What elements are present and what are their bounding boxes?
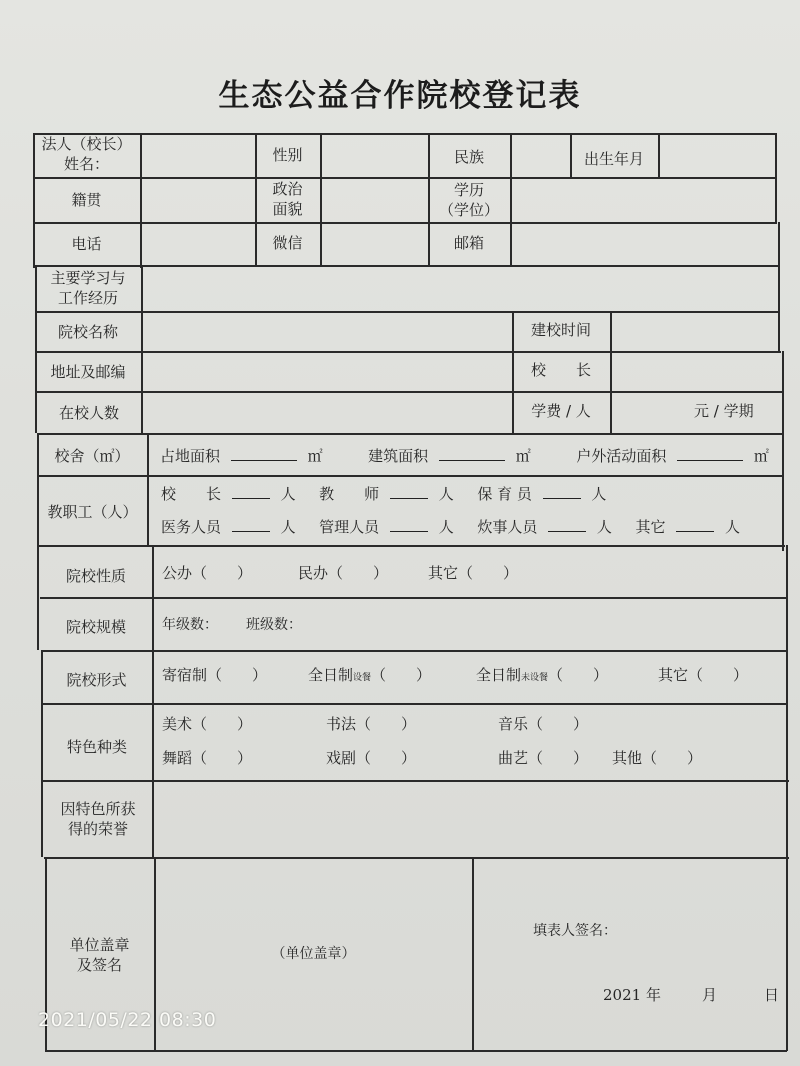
honors-label-line2: 得的荣誉: [67, 820, 128, 838]
building-area-label: 建筑面积: [368, 447, 429, 465]
classes-label: 班级数：: [246, 617, 302, 633]
grades-input[interactable]: [212, 605, 242, 643]
native-place-input[interactable]: [142, 179, 254, 221]
feature-folk-art[interactable]: 曲艺（ ）: [498, 749, 589, 767]
experience-input[interactable]: [143, 267, 779, 310]
format-option-other[interactable]: 其它（ ）: [658, 666, 749, 684]
grid-line: [39, 545, 785, 547]
grid-line: [472, 857, 474, 1051]
date-day: 日: [764, 986, 780, 1004]
staff-other-label: 其它: [635, 518, 666, 536]
unit-label: 人: [280, 485, 296, 503]
land-area-label: 占地面积: [160, 447, 221, 465]
address-input[interactable]: [143, 353, 511, 390]
political-label: [255, 179, 320, 219]
staff-cook-label: 炊事人员: [477, 518, 538, 536]
date-month: 月: [702, 986, 718, 1004]
wechat-label: 微信: [272, 234, 303, 252]
political-label-line1: 政治: [272, 180, 303, 198]
staff-row-2: [161, 517, 740, 537]
native-place-label: 籍贯: [71, 191, 102, 209]
land-area-unit: ㎡: [307, 447, 323, 465]
building-area-unit: ㎡: [515, 447, 531, 465]
paren: （ ）: [371, 666, 432, 684]
nature-label: 院校性质: [65, 567, 126, 585]
building-area-input[interactable]: [439, 446, 505, 461]
filler-signature-input[interactable]: [625, 910, 775, 944]
grid-line: [782, 351, 784, 551]
political-label-line2: 面貌: [272, 200, 303, 218]
classes-input[interactable]: [296, 605, 596, 643]
staff-nanny-input[interactable]: [543, 484, 581, 499]
phone-label: 电话: [71, 235, 102, 253]
staff-principal-input[interactable]: [232, 484, 270, 499]
nomeal-sub-label: 未设餐: [521, 673, 549, 683]
political-input[interactable]: [322, 179, 427, 221]
grid-line: [45, 1050, 787, 1052]
founded-label: 建校时间: [530, 321, 591, 339]
founded-input[interactable]: [612, 313, 779, 350]
name-label-line1: 法人（校长）: [41, 135, 132, 153]
grid-line: [147, 433, 149, 545]
nature-option-private[interactable]: 民办（ ）: [298, 564, 389, 582]
meal-sub-label: 设餐: [353, 673, 372, 683]
format-option-boarding[interactable]: 寄宿制（ ）: [162, 666, 268, 684]
birth-input[interactable]: [660, 135, 774, 177]
honors-label: [43, 799, 153, 839]
grid-line: [37, 433, 783, 435]
staff-nanny-label: 保 育 员: [477, 485, 532, 503]
unit-label: 人: [438, 518, 454, 536]
staff-principal-label: 校 长: [161, 485, 222, 503]
staff-other-input[interactable]: [676, 517, 714, 532]
signature-label-line1: 单位盖章: [69, 936, 130, 954]
ethnicity-label: 民族: [453, 148, 484, 166]
grades-label: 年级数：: [162, 617, 218, 633]
address-label: 地址及邮编: [50, 363, 126, 381]
honors-input[interactable]: [155, 782, 785, 856]
phone-input[interactable]: [142, 224, 254, 264]
education-label: [428, 180, 510, 220]
date-year: 2021 年: [603, 986, 661, 1004]
grid-line: [42, 703, 788, 705]
seal-placeholder: （单位盖章）: [271, 946, 356, 962]
name-label: [33, 134, 140, 174]
birth-label: 出生年月: [583, 150, 644, 168]
staff-teacher-input[interactable]: [390, 484, 428, 499]
wechat-input[interactable]: [322, 224, 427, 264]
enrollment-input[interactable]: [143, 393, 511, 432]
staff-admin-label: 管理人员: [319, 518, 380, 536]
staff-cook-input[interactable]: [548, 517, 586, 532]
premises-label: 校舍（㎡）: [54, 447, 130, 465]
experience-label: [35, 268, 141, 308]
tuition-label: 学费 / 人: [531, 402, 591, 420]
format-option-fullday-meal[interactable]: [308, 665, 431, 688]
unit-label: 人: [591, 485, 607, 503]
form-title: 生态公益合作院校登记表: [218, 78, 582, 114]
fullday-label: 全日制: [308, 666, 354, 684]
gender-input[interactable]: [322, 135, 427, 177]
tuition-unit: 元 / 学期: [694, 402, 754, 420]
staff-medical-input[interactable]: [232, 517, 270, 532]
paren: （ ）: [548, 666, 609, 684]
experience-label-line2: 工作经历: [57, 289, 118, 307]
unit-label: 人: [725, 518, 741, 536]
ethnicity-input[interactable]: [512, 135, 569, 177]
scale-label: 院校规模: [65, 618, 126, 636]
grid-line: [38, 475, 784, 477]
school-name-label: 院校名称: [57, 323, 118, 341]
name-input[interactable]: [142, 135, 254, 177]
email-input[interactable]: [512, 224, 777, 264]
staff-medical-label: 医务人员: [161, 518, 222, 536]
premises-fields: [160, 446, 769, 466]
unit-label: 人: [438, 485, 454, 503]
feature-dance[interactable]: 舞蹈（ ）: [162, 749, 253, 767]
principal-label: 校 长: [530, 361, 591, 379]
feature-music[interactable]: 音乐（ ）: [498, 715, 589, 733]
outdoor-area-input[interactable]: [677, 446, 743, 461]
filler-signature-label: 填表人签名：: [533, 923, 617, 939]
format-label: 院校形式: [66, 671, 127, 689]
unit-label: 人: [596, 518, 612, 536]
email-label: 邮箱: [453, 234, 484, 252]
staff-label: 教职工（人）: [47, 503, 138, 521]
education-label-line1: 学历: [453, 181, 484, 199]
experience-label-line1: 主要学习与: [50, 269, 126, 287]
honors-label-line1: 因特色所获: [60, 800, 136, 818]
enrollment-label: 在校人数: [58, 404, 119, 422]
photo-timestamp: 2021/05/22 08:30: [38, 1009, 217, 1031]
school-name-input[interactable]: [143, 313, 511, 350]
education-input[interactable]: [512, 179, 776, 221]
tuition-input[interactable]: [612, 393, 692, 432]
fullday-label: 全日制: [476, 666, 522, 684]
feature-calligraphy[interactable]: 书法（ ）: [326, 715, 417, 733]
unit-label: 人: [280, 518, 296, 536]
outdoor-area-unit: ㎡: [753, 447, 769, 465]
nature-option-public[interactable]: 公办（ ）: [162, 564, 253, 582]
signature-label: [45, 935, 154, 975]
land-area-input[interactable]: [231, 446, 297, 461]
staff-admin-input[interactable]: [390, 517, 428, 532]
signature-label-line2: 及签名: [76, 956, 122, 974]
features-label: 特色种类: [66, 738, 127, 756]
gender-label: 性别: [272, 146, 303, 164]
feature-other[interactable]: 其他（ ）: [612, 749, 703, 767]
staff-row-1: [161, 484, 606, 504]
principal-input[interactable]: [612, 353, 781, 390]
education-label-line2: （学位）: [438, 201, 499, 219]
grid-line: [786, 857, 788, 1051]
format-option-fullday-nomeal[interactable]: [476, 665, 608, 688]
staff-teacher-label: 教 师: [319, 485, 380, 503]
outdoor-area-label: 户外活动面积: [576, 447, 667, 465]
feature-drama[interactable]: 戏剧（ ）: [326, 749, 417, 767]
nature-option-other[interactable]: 其它（ ）: [428, 564, 519, 582]
feature-art[interactable]: 美术（ ）: [162, 715, 253, 733]
name-label-line2: 姓名：: [63, 155, 109, 173]
grid-line: [786, 545, 788, 857]
